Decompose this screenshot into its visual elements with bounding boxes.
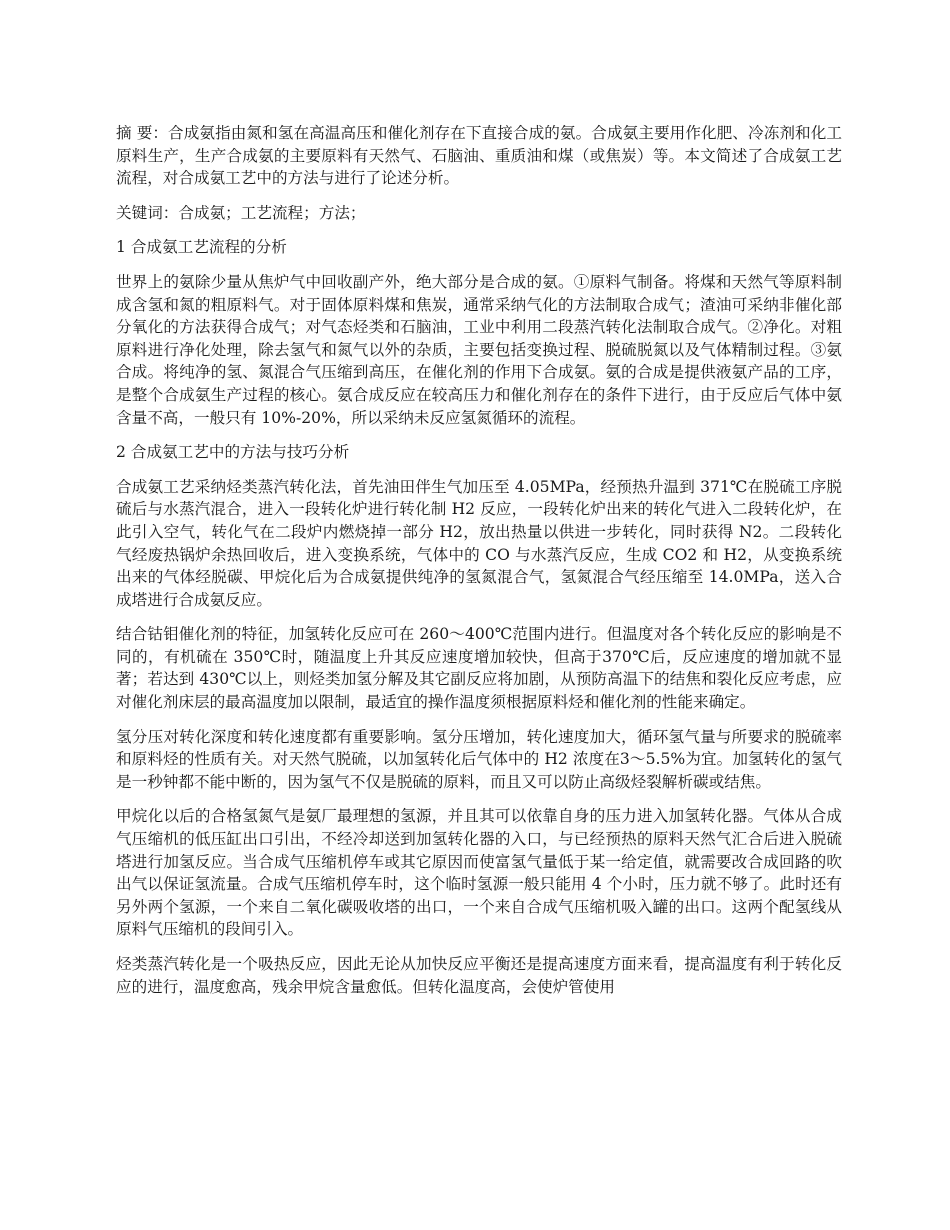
abstract: 摘 要：合成氨指由氮和氢在高温高压和催化剂存在下直接合成的氨。合成氨主要用作化肥、冷冻剂和化工原料生产，生产合成氨的主要原料有天然气、石脑油、重质油和煤（或焦炭）等。本文简述了合成氨工艺流程，对合成氨工艺中的方法与进行了论述分析。	[116, 124, 842, 188]
document-page	[116, 122, 842, 1010]
section-2-paragraph: 甲烷化以后的合格氢氮气是氨厂最理想的氢源，并且其可以依靠自身的压力进入加氢转化器。气体从合成气压缩机的低压缸出口引出，不经冷却送到加氢转化器的入口，与已经预热的原料天然气汇合后进入脱硫塔进行加氢反应。当合成气压缩机停车或其它原因而使富氢气量低于某一给定值，就需要改合成回路的吹出气以保证氢流量。合成气压缩机停车时，这个临时氢源一般只能用 4 个小时，压力就不够了。此时还有另外两个氢源，一个来自二氧化碳吸收塔的出口，一个来自合成气压缩机吸入罐的出口。这两个配氢线从原料气压缩机的段间引入。	[116, 807, 842, 939]
section-2-heading: 2 合成氨工艺中的方法与技巧分析	[116, 443, 350, 462]
section-2-paragraph: 合成氨工艺采纳烃类蒸汽转化法，首先油田伴生气加压至 4.05MPa，经预热升温到 371℃在脱硫工序脱硫后与水蒸汽混合，进入一段转化炉进行转化制 H2 反应，一段转化炉出来的转化气进入二段转化炉，在此引入空气，转化气在二段炉内燃烧掉一部分 H2，放出热量以供进一步转化，同时获得 N2。二段转化气经废热锅炉余热回收后，进入变换系统，气体中的 CO 与水蒸汽反应，生成 CO2 和 H2，从变换系统出来的气体经脱碳、甲烷化后为合成氨提供纯净的氢氮混合气，氢氮混合气经压缩至 14.0MPa，送入合成塔进行合成氨反应。	[116, 477, 842, 609]
section-2-paragraph: 烃类蒸汽转化是一个吸热反应，因此无论从加快反应平衡还是提高速度方面来看，提高温度有利于转化反应的进行，温度愈高，残余甲烷含量愈低。但转化温度高，会使炉管使用	[116, 955, 842, 996]
section-1-heading: 1 合成氨工艺流程的分析	[116, 238, 287, 257]
section-2-paragraph: 结合钴钼催化剂的特征，加氢转化反应可在 260～400℃范围内进行。但温度对各个转化反应的影响是不同的，有机硫在 350℃时，随温度上升其反应速度增加较快，但高于370℃后，反应速度的增加就不显著；若达到 430℃以上，则烃类加氢分解及其它副反应将加剧，从预防高温下的结焦和裂化反应考虑，应对催化剂床层的最高温度加以限制，最适宜的操作温度须根据原料烃和催化剂的性能来确定。	[116, 625, 842, 712]
section-2-paragraph: 氢分压对转化深度和转化速度都有重要影响。氢分压增加，转化速度加大，循环氢气量与所要求的脱硫率和原料烃的性质有关。对天然气脱硫，以加氢转化后气体中的 H2 浓度在3～5.5%为宜。加氢转化的氢气是一秒钟都不能中断的，因为氢气不仅是脱硫的原料，而且又可以防止高级烃裂解析碳或结焦。	[116, 727, 842, 791]
keywords: 关键词：合成氨；工艺流程；方法；	[116, 203, 366, 222]
section-1-paragraph: 世界上的氨除少量从焦炉气中回收副产外，绝大部分是合成的氨。①原料气制备。将煤和天然气等原料制成含氢和氮的粗原料气。对于固体原料煤和焦炭，通常采纳气化的方法制取合成气；渣油可采纳非催化部分氧化的方法获得合成气；对气态烃类和石脑油，工业中利用二段蒸汽转化法制取合成气。②净化。对粗原料进行净化处理，除去氢气和氮气以外的杂质，主要包括变换过程、脱硫脱氮以及气体精制过程。③氨合成。将纯净的氢、氮混合气压缩到高压，在催化剂的作用下合成氨。氨的合成是提供液氨产品的工序，是整个合成氨生产过程的核心。氨合成反应在较高压力和催化剂存在的条件下进行，由于反应后气体中氨含量不高，一般只有 10%-20%，所以采纳未反应氢氮循环的流程。	[116, 272, 842, 427]
